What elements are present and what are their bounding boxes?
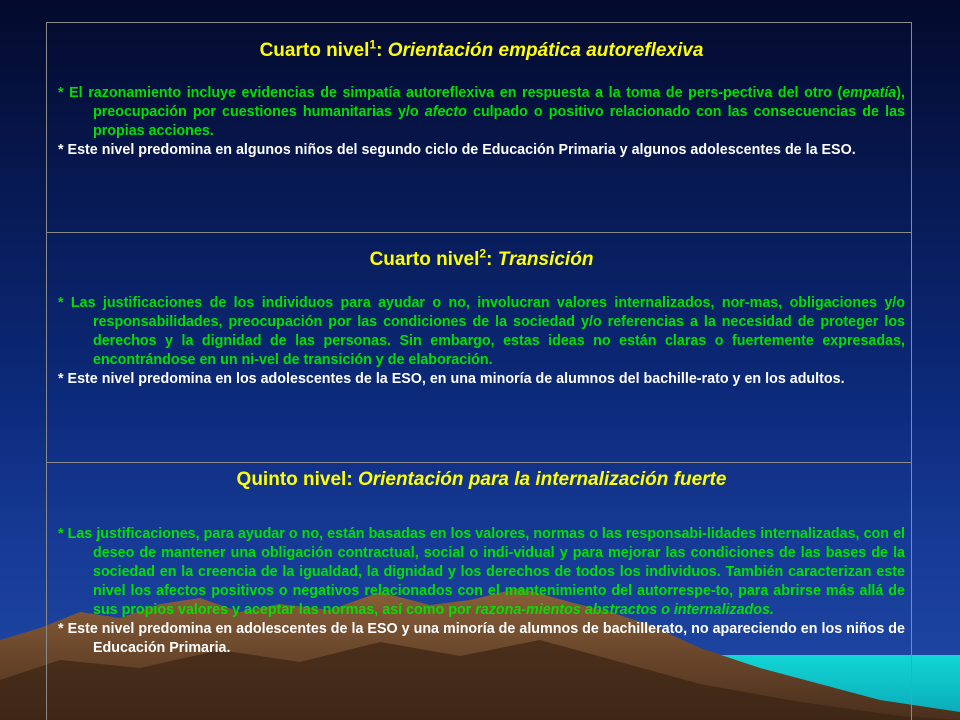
table-row: [47, 233, 912, 463]
title-separator: :: [486, 249, 498, 270]
text-span: culpado o positivo relacionado con las consecuencias de las propias acciones.: [93, 104, 905, 139]
text-span: * El razonamiento incluye evidencias de simpatía autoreflexiva en respuesta a la toma de pers-pectiva del otro (: [58, 85, 843, 101]
table-cell: [47, 233, 912, 463]
title-italic: Orientación empática autoreflexiva: [387, 40, 704, 61]
level-prevalence: * Este nivel predomina en los adolescentes de la ESO, en una minoría de alumnos del bachille-rato y en los adultos.: [58, 371, 845, 387]
italic-term: razona-mientos abstractos o internalizados.: [475, 602, 774, 618]
level-description: [58, 84, 905, 141]
title-separator: :: [346, 469, 358, 490]
section-title: [58, 468, 905, 492]
title-separator: :: [376, 40, 388, 61]
title-text: Quinto nivel: [236, 469, 347, 490]
title-italic: Transición: [497, 249, 594, 270]
italic-term: empatía: [842, 85, 897, 101]
section-title: [58, 248, 905, 272]
table-row: [47, 463, 912, 720]
level-description: * Las justificaciones de los individuos para ayudar o no, involucran valores internalizados, nor-mas, obligaciones y/o responsabilidades, preocupación por las condiciones de la sociedad y/o referencias a la necesidad de proteger los derechos y la dignidad de las personas. Sin embargo, estas ideas no están claras o fuertemente expresadas, encontrándose en un ni-vel de transición y de elaboración.: [58, 295, 905, 368]
level-prevalence: * Este nivel predomina en adolescentes de la ESO y una minoría de alumnos de bachillerato, no apareciendo en los niños de Educación Primaria.: [58, 621, 905, 656]
text-span: ), preocupación por cuestiones humanitarias y/o: [93, 85, 905, 120]
table-cell: [47, 463, 912, 720]
table-row: [47, 23, 912, 233]
title-italic: Orientación para la internalización fuerte: [357, 469, 727, 490]
table-cell: [47, 23, 912, 233]
italic-term: afecto: [424, 104, 467, 120]
level-prevalence: * Este nivel predomina en algunos niños del segundo ciclo de Educación Primaria y algunos adolescentes de la ESO.: [58, 142, 856, 158]
text-span: * Las justificaciones, para ayudar o no, están basadas en los valores, normas o las responsabi-lidades internalizadas, con el deseo de mantener una obligación contractual, social o indi-vidual y para mejorar las condiciones de las bases de la sociedad en la creencia de la igualdad, la dignidad y los derechos de todos los individuos. También caracterizan este nivel los afectos positivos o negativos relacionados con el mantenimiento del autorrespe-to, para abrirse más allá de sus propios valores y aceptar las normas, así como por: [58, 526, 905, 618]
title-superscript: 2: [479, 246, 487, 261]
title-text: Cuarto nivel: [259, 40, 370, 61]
levels-table: [46, 22, 912, 720]
title-superscript: 1: [369, 37, 377, 52]
title-text: Cuarto nivel: [369, 249, 480, 270]
level-description: [58, 525, 905, 620]
section-title: [58, 39, 905, 63]
